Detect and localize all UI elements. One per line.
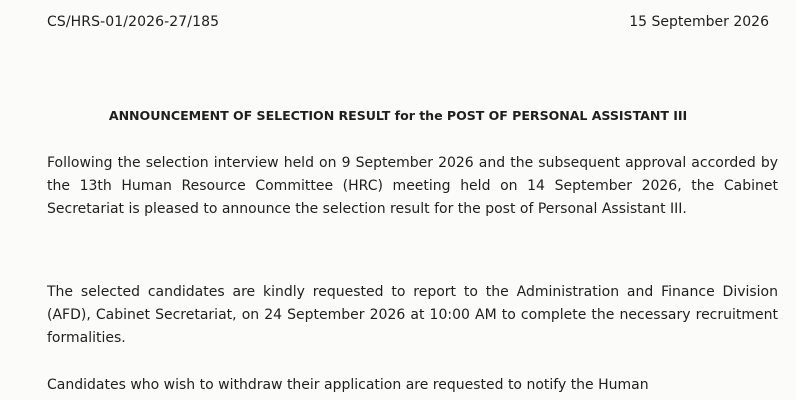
announcement-heading: ANNOUNCEMENT OF SELECTION RESULT for the POST OF PERSONAL ASSISTANT III bbox=[108, 108, 688, 123]
paragraph-reporting-instructions: The selected candidates are kindly requested to report to the Administration and Finance Division (AFD), Cabinet Secretariat, on 24 September 2026 at 10:00 AM to complete the necessary recruitment formalities. bbox=[47, 284, 778, 346]
reference-number: CS/HRS-01/2026-27/185 bbox=[47, 14, 220, 30]
paragraph-interview-result: Following the selection interview held on 9 September 2026 and the subsequent approval accorded by the 13th Human Resource Committee (HRC) meeting held on 14 September 2026, the Cabinet Secretariat is pleased to announce the selection result for the post of Personal Assistant III. bbox=[47, 155, 778, 217]
document-date: 15 September 2026 bbox=[629, 14, 769, 30]
paragraph-withdrawal-notice: Candidates who wish to withdraw their application are requested to notify the Human bbox=[47, 377, 649, 393]
